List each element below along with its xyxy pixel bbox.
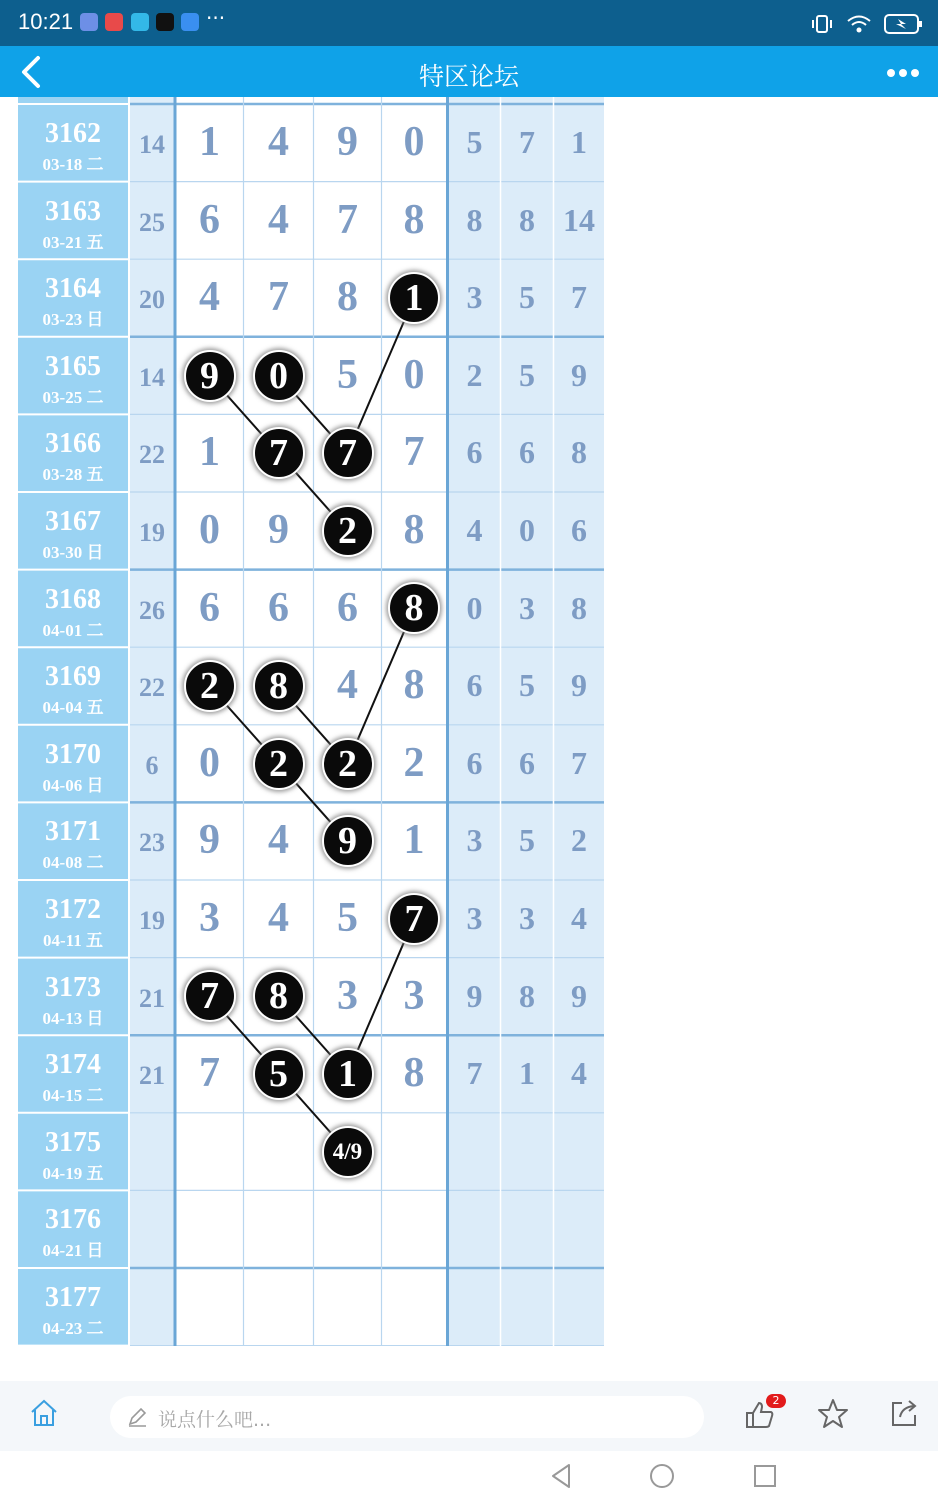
digit-cell: 5 [337,351,358,398]
period-date: 04-11 五 [43,931,103,950]
period-date: 04-15 二 [42,1086,104,1106]
extra-cell: 8 [571,434,587,471]
highlight-ball: 1 [388,272,440,324]
digit-cell: 5 [337,895,358,941]
highlight-ball: 2 [184,660,236,712]
extra-cell: 6 [519,744,535,781]
digit-cell: 7 [403,429,425,476]
home-icon[interactable] [28,1397,60,1429]
extra-cell: 3 [466,822,483,859]
period-date: 03-23 日 [42,310,104,330]
period-date: 04-01 二 [42,620,104,640]
digit-cell: 4 [199,274,220,321]
more-menu-button[interactable] [886,51,920,86]
extra-cell: 9 [571,667,587,704]
highlight-ball: 4/9 [322,1126,374,1178]
extra-cell: 9 [571,356,587,393]
extra-cell: 1 [519,1055,535,1092]
sum-value: 14 [139,362,165,392]
digit-cell: 6 [199,584,220,631]
digit-cell: 4 [337,662,358,709]
period-date: 04-06 日 [42,775,104,795]
digit-cell: 8 [403,196,425,243]
more-notifications-icon: ··· [206,6,226,30]
extra-cell: 4 [571,900,587,936]
system-back-icon[interactable] [549,1463,573,1489]
period-number: 3175 [45,1126,101,1158]
highlight-ball: 7 [253,427,305,479]
digit-cell: 6 [337,584,358,631]
digit-cell: 2 [403,739,425,786]
sum-value: 19 [139,906,165,935]
period-date: 04-21 日 [42,1241,104,1261]
digit-cell: 7 [199,1050,220,1097]
period-number: 3162 [45,118,101,149]
digit-cell: 1 [199,429,220,476]
status-time: 10:21 [18,9,74,34]
extra-cell: 14 [563,201,595,238]
highlight-ball: 8 [253,970,305,1022]
period-number: 3168 [45,583,101,615]
highlight-ball: 9 [184,350,236,402]
highlight-ball: 2 [322,738,374,790]
period-number: 3173 [45,971,101,1003]
vibrate-icon [811,14,833,34]
period-number: 3172 [45,894,101,925]
period-number: 3167 [45,506,101,537]
pattern-link-lines [18,97,604,1346]
sum-value: 22 [139,440,165,470]
period-number: 3174 [45,1049,101,1081]
extra-cell: 0 [519,512,535,548]
android-navigation-bar [0,1451,938,1500]
extra-cell: 7 [519,124,535,160]
period-date: 04-04 五 [42,698,104,718]
system-home-icon[interactable] [649,1463,675,1489]
extra-cell: 3 [466,279,483,316]
extra-cell: 8 [571,589,587,626]
digit-cell: 4 [268,119,289,165]
highlight-ball: 7 [388,893,440,945]
period-date: 04-08 二 [42,853,104,873]
period-date: 03-25 二 [42,387,104,407]
top-nav-bar [0,46,938,97]
highlight-ball: 2 [253,738,305,790]
digit-cell: 9 [337,119,358,165]
sum-value: 23 [139,828,165,858]
extra-cell: 4 [466,512,483,548]
comment-input[interactable] [110,1396,704,1438]
digit-cell: 9 [199,817,220,864]
digit-cell: 3 [199,895,220,941]
extra-cell: 6 [571,512,587,548]
page-title: 特区论坛 [418,62,519,91]
sum-value: 21 [139,983,165,1013]
status-bar [0,0,938,46]
digit-cell: 4 [268,895,289,941]
app-notification-icon [80,13,98,31]
lottery-trend-chart [18,97,604,1346]
extra-cell: 5 [519,667,535,704]
battery-icon [884,13,924,35]
period-number: 3166 [45,428,101,460]
extra-cell: 9 [466,977,483,1014]
highlight-ball: 9 [322,815,374,867]
highlight-ball: 2 [322,505,374,557]
extra-cell: 8 [519,977,535,1014]
extra-cell: 3 [519,900,535,936]
digit-cell: 4 [268,817,289,864]
bottom-action-bar [0,1381,938,1451]
favorite-star-icon[interactable] [816,1397,850,1431]
highlight-ball: 1 [322,1048,374,1100]
more-dots-icon [886,68,920,78]
highlight-ball: 5 [253,1048,305,1100]
extra-cell: 9 [571,977,587,1014]
highlight-ball: 8 [388,582,440,634]
digit-cell: 6 [199,196,220,243]
period-number: 3165 [45,350,101,382]
extra-cell: 8 [519,201,535,238]
digit-cell: 8 [403,662,425,709]
tiktok-icon [156,13,174,31]
sum-value: 20 [139,285,165,315]
highlight-ball: 7 [184,970,236,1022]
extra-cell: 7 [571,744,587,781]
period-number: 3176 [45,1204,101,1236]
period-date: 04-19 五 [42,1163,104,1183]
sum-value: 25 [139,207,165,237]
extra-cell: 8 [466,201,483,238]
sum-value: 19 [139,518,165,547]
extra-cell: 5 [519,356,535,393]
extra-cell: 2 [466,356,483,393]
period-number: 3163 [45,195,101,227]
digit-cell: 7 [268,274,289,321]
digit-cell: 3 [337,972,358,1019]
extra-cell: 3 [519,589,535,626]
digit-cell: 7 [337,196,358,243]
extra-cell: 3 [466,900,483,936]
digit-cell: 8 [337,274,358,321]
wifi-icon [846,14,872,34]
extra-cell: 6 [519,434,535,471]
extra-cell: 7 [571,279,587,316]
extra-cell: 6 [466,434,483,471]
digit-cell: 1 [199,119,220,165]
system-status-icons [811,10,924,35]
period-date: 04-23 二 [42,1319,104,1338]
cloud-icon [181,13,199,31]
sum-value: 22 [139,673,165,703]
extra-cell: 5 [466,124,483,160]
highlight-ball: 7 [322,427,374,479]
extra-cell: 0 [466,589,483,626]
system-recents-icon[interactable] [753,1464,777,1488]
digit-cell: 3 [403,972,425,1019]
extra-cell: 6 [466,667,483,704]
extra-cell: 5 [519,822,535,859]
comment-placeholder: 说点什么吧... [158,1409,272,1431]
extra-cell: 6 [466,744,483,781]
highlight-ball: 8 [253,660,305,712]
pencil-icon [126,1406,148,1428]
period-date: 03-30 日 [42,543,104,562]
sum-value: 26 [139,595,165,625]
digit-cell: 8 [403,1050,425,1097]
sum-value: 21 [139,1061,165,1091]
highlight-ball: 0 [253,350,305,402]
share-icon[interactable] [888,1397,920,1429]
period-number: 3170 [45,738,101,770]
digit-cell: 8 [403,507,425,553]
sum-value: 14 [139,130,165,159]
sum-value: 6 [145,750,159,780]
digit-cell: 1 [403,817,425,864]
digit-cell: 0 [199,739,220,786]
extra-cell: 2 [571,822,587,859]
extra-cell: 5 [519,279,535,316]
app-notification-icon [131,13,149,31]
extra-cell: 7 [466,1055,483,1092]
like-count-badge: 2 [766,1394,786,1408]
period-date: 03-21 五 [42,232,104,252]
digit-cell: 0 [403,119,425,165]
digit-cell: 0 [403,351,425,398]
extra-cell: 1 [571,124,587,160]
digit-cell: 4 [268,196,289,243]
period-number: 3164 [45,273,101,305]
period-number: 3171 [45,816,101,848]
digit-cell: 6 [268,584,289,631]
extra-cell: 4 [571,1055,587,1092]
digit-cell: 9 [268,507,289,553]
app-notification-icon [105,13,123,31]
period-date: 03-28 五 [42,465,104,485]
period-number: 3177 [45,1282,101,1313]
digit-cell: 0 [199,507,220,553]
period-date: 03-18 二 [42,155,104,174]
period-date: 04-13 日 [42,1008,104,1028]
period-number: 3169 [45,661,101,693]
